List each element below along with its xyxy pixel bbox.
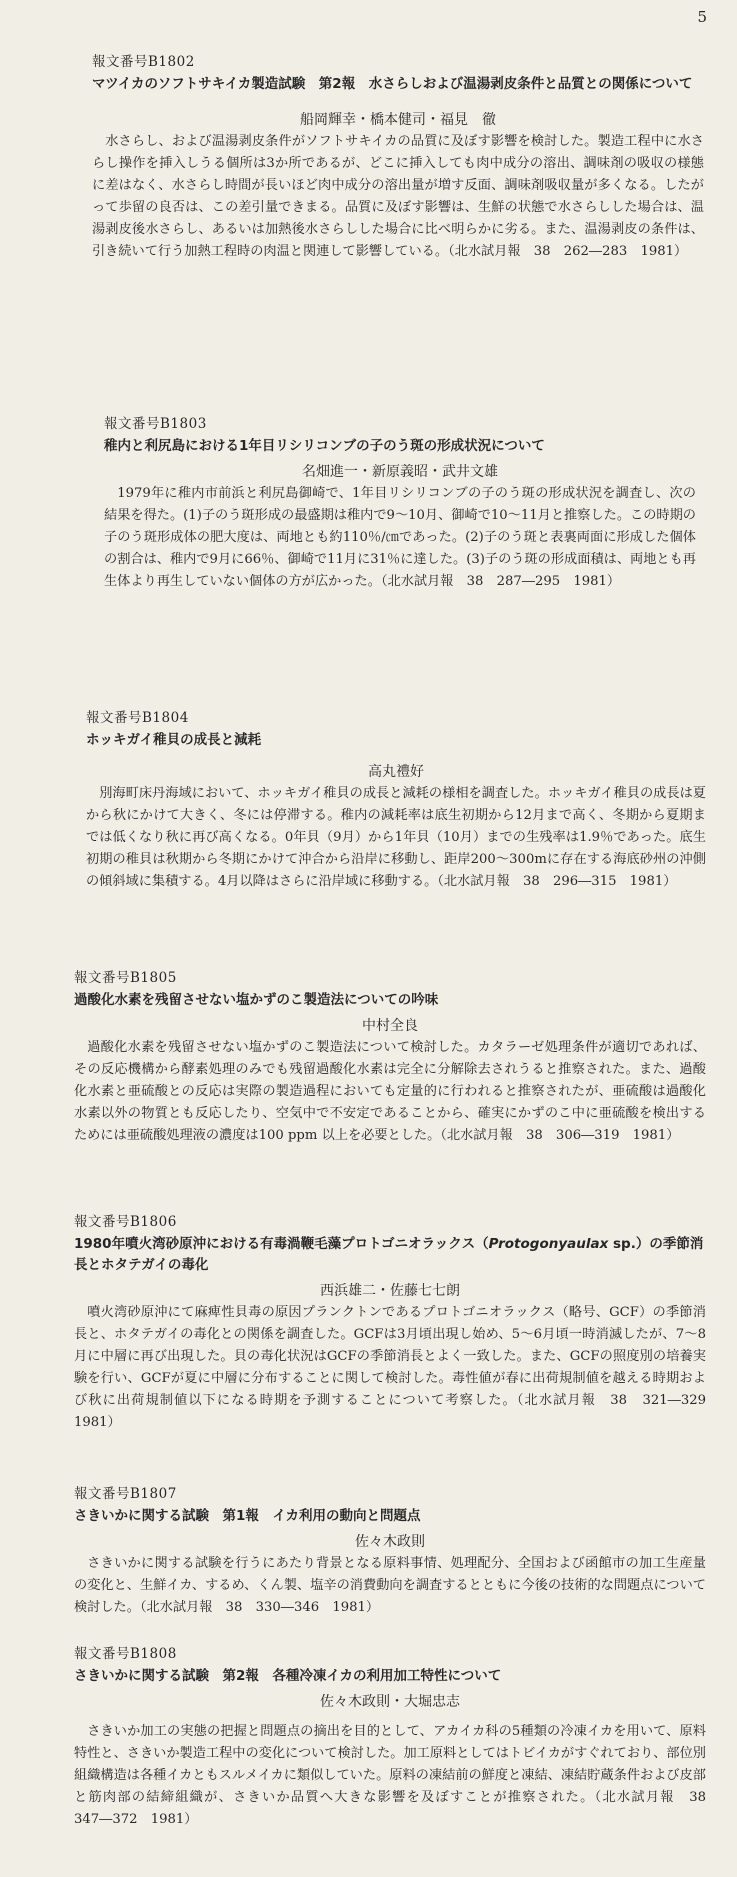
entry-b1804 [0,706,737,893]
entry-b1802 [0,50,737,263]
entry-title: 稚内と利尻島における1年目リシリコンブの子のう斑の形成状況について [104,438,545,454]
entry-abstract: さきいか加工の実態の把握と問題点の摘出を目的として、アカイカ科の5種類の冷凍イカを用いて、原料特性と、さきいか製造工程中の変化について検討した。加工原料としてはトビイカがすぐれており、部位別組織構造は各種イカともスルメイカに類似していた。原料の凍結前の鮮度と凍結、凍結貯蔵条件および皮部と筋肉部の結締組織が、さきいか品質へ大きな影響を及ぼすことが推察された。（北水試月報 38 347―372 1981） [74,1724,720,1827]
entry-number: 報文番号B1806 [74,1214,177,1230]
entry-b1805 [0,966,737,1147]
entry-authors: 佐々木政則 [355,1534,425,1550]
entry-authors: 佐々木政則・大堀忠志 [320,1694,460,1710]
entry-title-suffix: sp.）の季節消長とホタテガイの毒化 [74,1236,704,1273]
entry-number: 報文番号B1802 [92,54,195,70]
entry-b1803 [0,412,737,593]
entry-title: さきいかに関する試験 第2報 各種冷凍イカの利用加工特性について [74,1668,502,1684]
page-number: 5 [697,8,707,26]
entry-number: 報文番号B1805 [74,970,177,986]
entry-number: 報文番号B1804 [86,710,189,726]
entry-authors: 高丸禮好 [368,764,424,780]
entry-b1807 [0,1482,737,1619]
entry-authors: 船岡輝幸・橋本健司・福見 徹 [300,112,496,128]
entry-title-italic: Protogonyaulax [488,1236,609,1252]
entry-abstract: 1979年に稚内市前浜と利尻島御崎で、1年目リシリコンブの子のう斑の形成状況を調査し、次の結果を得た。(1)子のう斑形成の最盛期は稚内で9～10月、御崎で10～11月と推察した。この時期の子のう斑形成体の肥大度は、両地とも約110％/㎝であった。(2)子のう斑と表裏両面に形成した個体の割合は、稚内で9月に66％、御崎で11月に31％に達した。(3)子のう斑の形成面積は、両地とも再生体より再生していない個体の方が広かった。（北水試月報 38 287―295 1981） [104,486,696,589]
entry-title: さきいかに関する試験 第1報 イカ利用の動向と問題点 [74,1508,421,1524]
entry-authors: 名畑進一・新原義昭・武井文雄 [302,464,498,480]
entry-abstract: 過酸化水素を残留させない塩かずのこ製造法について検討した。カタラーゼ処理条件が適切であれば、その反応機構から酵素処理のみでも残留過酸化水素は完全に分解除去されうると推察された。また、過酸化水素と亜硫酸との反応は実際の製造過程においても定量的に行われると推察されたが、亜硫酸は過酸化水素以外の物質とも反応したり、空気中で不安定であることから、確実にかずのこ中に亜硫酸を検出するためには亜硫酸処理液の濃度は100 ppm 以上を必要とした。（北水試月報 38 306―319 1981） [74,1040,706,1143]
entry-abstract: さきいかに関する試験を行うにあたり背景となる原料事情、処理配分、全国および函館市の加工生産量の変化と、生鮮イカ、するめ、くん製、塩辛の消費動向を調査するとともに今後の技術的な問題点について検討した。（北水試月報 38 330―346 1981） [74,1556,706,1615]
entry-title: マツイカのソフトサキイカ製造試験 第2報 水さらしおよび温湯剥皮条件と品質との関係について [92,76,693,92]
entry-authors: 西浜雄二・佐藤七七朗 [320,1283,460,1299]
entry-b1806 [0,1210,737,1434]
entry-number: 報文番号B1808 [74,1646,177,1662]
entry-title: ホッキガイ稚貝の成長と減耗 [86,732,262,748]
entry-b1808 [0,1642,737,1831]
entry-abstract: 噴火湾砂原沖にて麻痺性貝毒の原因プランクトンであるプロトゴニオラックス（略号、GCF）の季節消長と、ホタテガイの毒化との関係を調査した。GCFは3月頃出現し始め、5～6月頃一時消滅したが、7～8月に中層に再び出現した。貝の毒化状況はGCFの季節消長とよく一致した。また、GCFの照度別の培養実験を行い、GCFが夏に中層に分布することに関して検討した。毒性値が春に出荷規制値を越える時期および秋に出荷規制値以下になる時期を予測することについて考察した。（北水試月報 38 321―329 1981） [74,1305,720,1430]
entry-title: 過酸化水素を残留させない塩かずのこ製造法についての吟味 [74,992,439,1008]
entry-authors: 中村全良 [362,1018,418,1034]
entry-number: 報文番号B1803 [104,416,207,432]
entry-number: 報文番号B1807 [74,1486,177,1502]
entry-title-prefix: 1980年噴火湾砂原沖における有毒渦鞭毛藻プロトゴニオラックス（ [74,1236,489,1252]
entry-abstract: 別海町床丹海域において、ホッキガイ稚貝の成長と減耗の様相を調査した。ホッキガイ稚貝の成長は夏から秋にかけて大きく、冬には停滞する。稚内の減耗率は底生初期から12月まで高く、冬期から夏期までは低くなり秋に再び高くなる。0年貝（9月）から1年貝（10月）までの生残率は1.9％であった。底生初期の稚貝は秋期から冬期にかけて沖合から沿岸に移動し、距岸200～300mに存在する海底砂州の沖側の傾斜域に集積する。4月以降はさらに沿岸域に移動する。（北水試月報 38 296―315 1981） [86,786,706,889]
entry-abstract: 水さらし、および温湯剥皮条件がソフトサキイカの品質に及ぼす影響を検討した。製造工程中に水さらし操作を挿入しうる個所は3か所であるが、どこに挿入しても肉中成分の溶出、調味剤の吸収の様態に差はなく、水さらし時間が長いほど肉中成分の溶出量が増す反面、調味剤吸収量が多くなる。したがって歩留の良否は、この差引量できまる。品質に及ぼす影響は、生鮮の状態で水さらしした場合は、温湯剥皮後水さらし、あるいは加熱後水さらしした場合に比べ明らかに劣る。また、温湯剥皮の条件は、引き続いて行う加熱工程時の肉温と関連して影響している。（北水試月報 38 262―283 1981） [92,134,704,259]
entry-title [74,1234,706,1276]
